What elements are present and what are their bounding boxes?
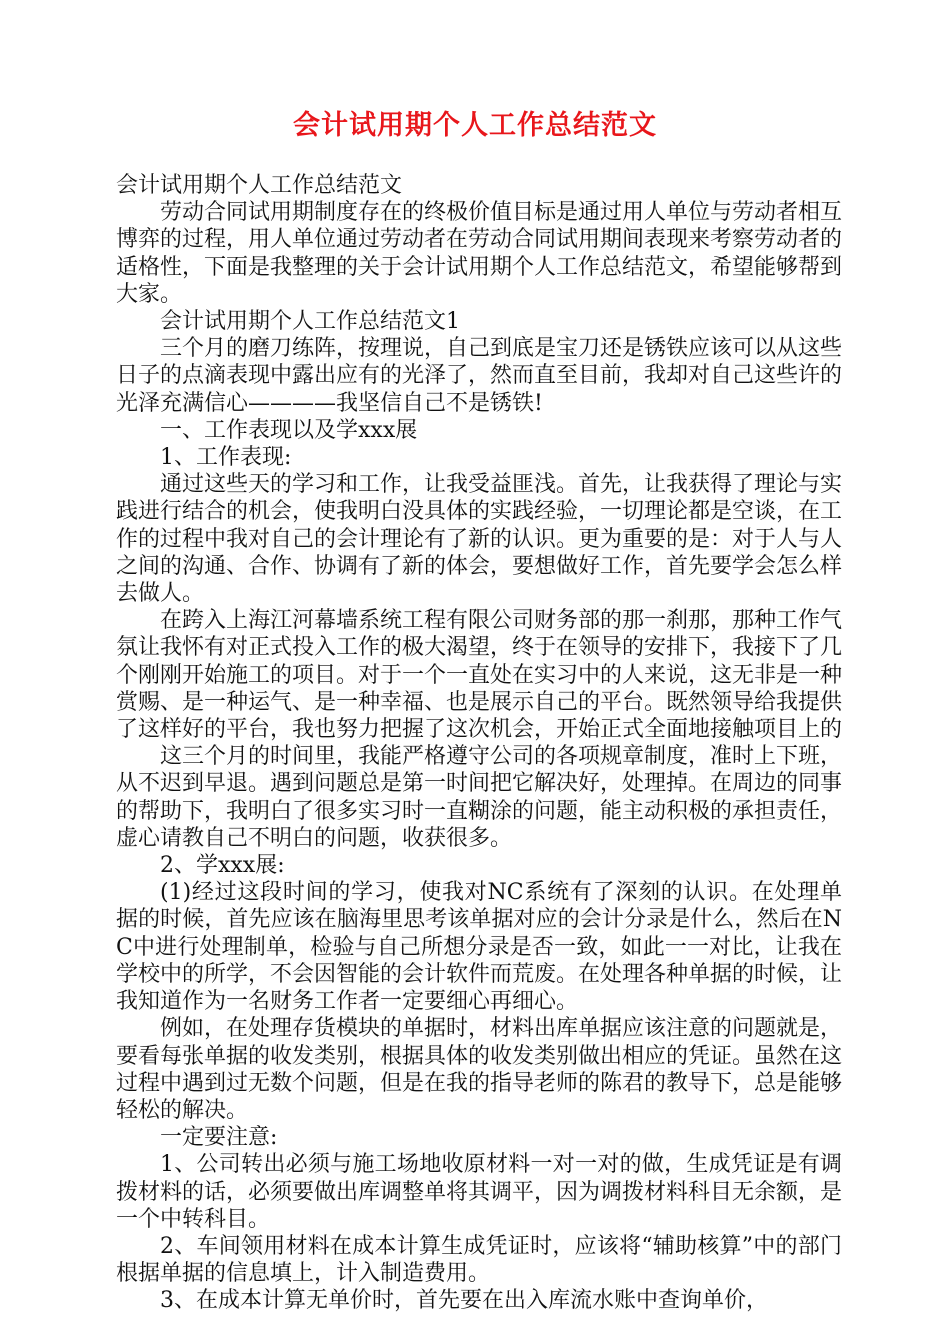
body-paragraph: 三个月的磨刀练阵，按理说，自己到底是宝刀还是锈铁应该可以从这些日子的点滴表现中露出应有的光泽了，然而直至目前，我却对自己这些许的光泽充满信心————我坚信自己不是锈铁! <box>116 336 843 416</box>
document-body <box>116 172 842 1315</box>
body-paragraph: 2、车间领用材料在成本计算生成凭证时，应该将“辅助核算”中的部门根据单据的信息填上，计入制造费用。 <box>116 1233 842 1287</box>
body-paragraph: 1、公司转出必须与施工场地收原材料一对一对的做，生成凭证是有调拨材料的话，必须要做出库调整单将其调平，因为调拨材料科目无余额，是一个中转科目。 <box>116 1152 843 1232</box>
body-paragraph: 这三个月的时间里，我能严格遵守公司的各项规章制度，准时上下班，从不迟到早退。遇到问题总是第一时间把它解决好，处理掉。在周边的同事的帮助下，我明白了很多实习时一直糊涂的问题，能主动积极的承担责任，虚心请教自己不明白的问题，收获很多。 <box>116 744 843 851</box>
document-title: 会计试用期个人工作总结范文 <box>293 110 657 141</box>
body-paragraph: 劳动合同试用期制度存在的终极价值目标是通过用人单位与劳动者相互博弈的过程，用人单位通过劳动者在劳动合同试用期间表现来考察劳动者的适格性，下面是我整理的关于会计试用期个人工作总结范文，希望能够帮到大家。 <box>116 200 843 307</box>
body-paragraph: 一、工作表现以及学xxx展 <box>160 417 418 443</box>
body-paragraph: 会计试用期个人工作总结范文1 <box>160 309 460 335</box>
document-subtitle: 会计试用期个人工作总结范文 <box>116 173 403 198</box>
body-paragraph: 3、在成本计算无单价时，首先要在出入库流水账中查询单价， <box>160 1288 768 1314</box>
body-paragraph: (1)经过这段时间的学习，使我对NC系统有了深刻的认识。在处理单据的时候，首先应该在脑海里思考该单据对应的会计分录是什么，然后在NC中进行处理制单，检验与自己所想分录是否一致，如此一一对比，让我在学校中的所学，不会因智能的会计软件而荒废。在处理各种单据的时候，让我知道作为一名财务工作者一定要细心再细心。 <box>116 880 843 1015</box>
body-paragraph: 在跨入上海江河幕墙系统工程有限公司财务部的那一刹那，那种工作气氛让我怀有对正式投入工作的极大渴望，终于在领导的安排下，我接下了几个刚刚开始施工的项目。对于一个一直处在实习中的人来说，这无非是一种赏赐、是一种运气、是一种幸福、也是展示自己的平台。既然领导给我提供了这样好的平台，我也努力把握了这次机会，开始正式全面地接触项目上的 <box>116 608 843 743</box>
body-paragraph: 通过这些天的学习和工作，让我受益匪浅。首先，让我获得了理论与实践进行结合的机会，使我明白没具体的实践经验，一切理论都是空谈，在工作的过程中我对自己的会计理论有了新的认识。更为重要的是：对于人与人之间的沟通、合作、协调有了新的体会，要想做好工作，首先要学会怎么样去做人。 <box>116 472 843 607</box>
body-paragraph: 2、学xxx展: <box>160 853 285 879</box>
body-paragraph: 一定要注意: <box>160 1125 278 1151</box>
body-paragraph: 例如，在处理存货模块的单据时，材料出库单据应该注意的问题就是，要看每张单据的收发类别，根据具体的收发类别做出相应的凭证。虽然在这过程中遇到过无数个问题，但是在我的指导老师的陈君的教导下，总是能够轻松的解决。 <box>116 1016 843 1123</box>
body-paragraph: 1、工作表现: <box>160 445 292 471</box>
